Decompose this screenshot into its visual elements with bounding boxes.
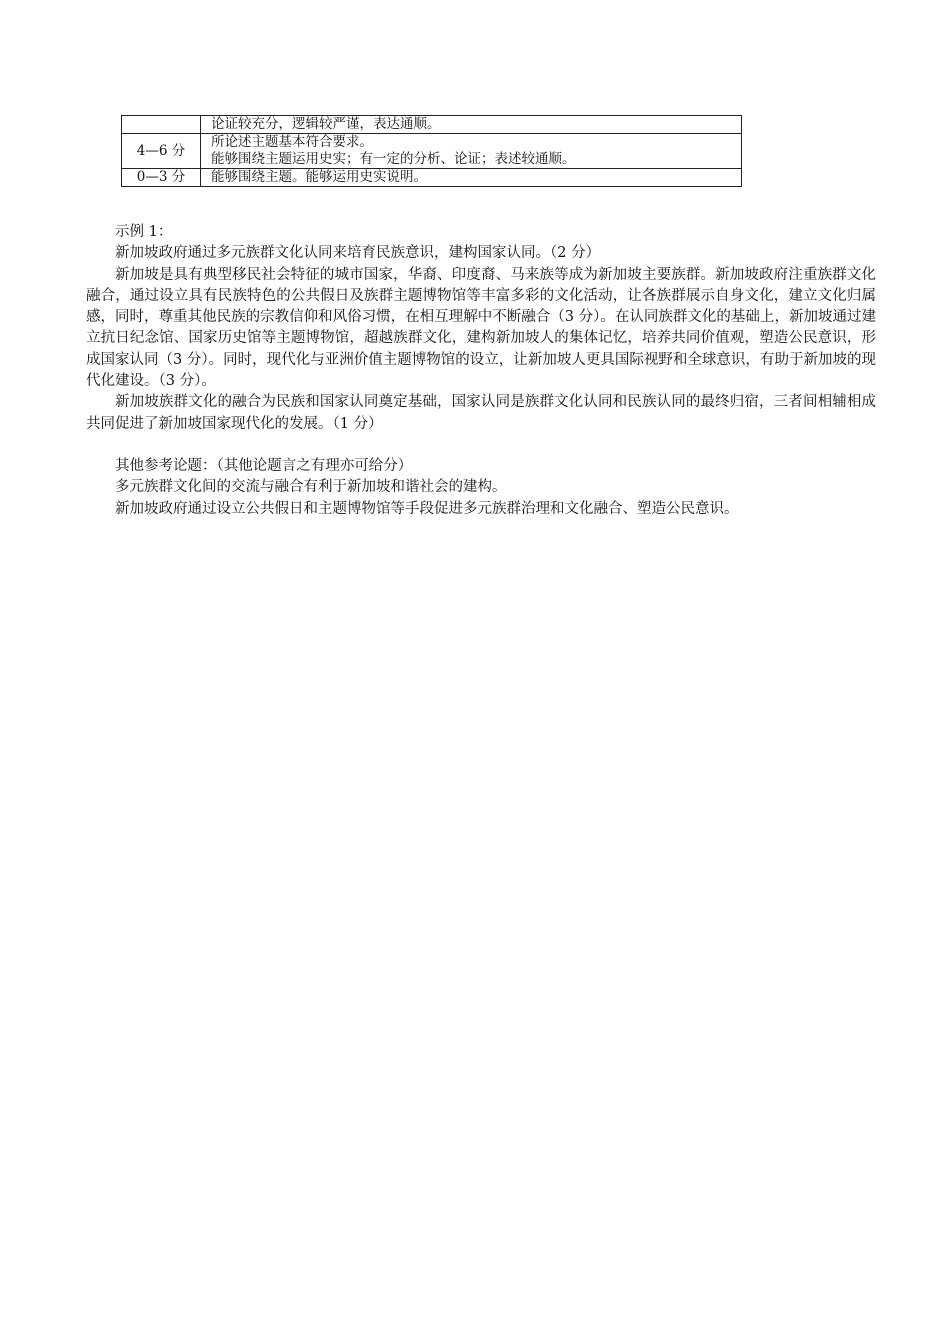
example-conclusion-paragraph: 新加坡族群文化的融合为民族和国家认同奠定基础，国家认同是族群文化认同和民族认同的最终归宿，三者间相辅相成共同促进了新加坡国家现代化的发展。（1 分）	[86, 394, 876, 432]
answer-content	[86, 222, 876, 520]
rubric-description-cell	[201, 169, 742, 187]
rubric-score-cell: 4—6 分	[122, 134, 201, 169]
rubric-row	[122, 116, 742, 134]
section-spacer	[86, 435, 876, 456]
other-topics-heading: 其他参考论题：（其他论题言之有理亦可给分）	[115, 457, 413, 474]
rubric-score-cell: 0—3 分	[122, 169, 201, 187]
other-topic-item: 多元族群文化间的交流与融合有利于新加坡和谐社会的建构。	[115, 479, 507, 496]
rubric-description-line: 论证较充分，逻辑较严谨，表达通顺。	[211, 116, 441, 132]
rubric-description-line: 能够围绕主题运用史实；有一定的分析、论证；表述较通顺。	[211, 151, 576, 167]
rubric-description-cell	[201, 116, 742, 134]
rubric-row	[122, 169, 742, 187]
scoring-rubric-table	[121, 115, 742, 187]
rubric-score-cell	[122, 116, 201, 134]
example-thesis: 新加坡政府通过多元族群文化认同来培育民族意识，建构国家认同。（2 分）	[115, 245, 601, 262]
rubric-description-line: 能够围绕主题。能够运用史实说明。	[211, 169, 427, 185]
other-topic-item: 新加坡政府通过设立公共假日和主题博物馆等手段促进多元族群治理和文化融合、塑造公民意识。	[115, 500, 739, 517]
rubric-description-cell	[201, 134, 742, 169]
rubric-description-line: 所论述主题基本符合要求。	[211, 134, 373, 150]
rubric-row	[122, 134, 742, 169]
example-body-paragraph: 新加坡是具有典型移民社会特征的城市国家，华裔、印度裔、马来族等成为新加坡主要族群。新加坡政府注重族群文化融合，通过设立具有民族特色的公共假日及族群主题博物馆等丰富多彩的文化活动，让各族群展示自身文化，建立文化归属感，同时，尊重其他民族的宗教信仰和风俗习惯，在相互理解中不断融合（3 分）。在认同族群文化的基础上，新加坡通过建立抗日纪念馆、国家历史馆等主题博物馆，超越族群文化，建构新加坡人的集体记忆，培养共同价值观，塑造公民意识，形成国家认同（3 分）。同时，现代化与亚洲价值主题博物馆的设立，让新加坡人更具国际视野和全球意识，有助于新加坡的现代化建设。（3 分）。	[86, 266, 876, 390]
example-heading: 示例 1：	[115, 224, 173, 240]
